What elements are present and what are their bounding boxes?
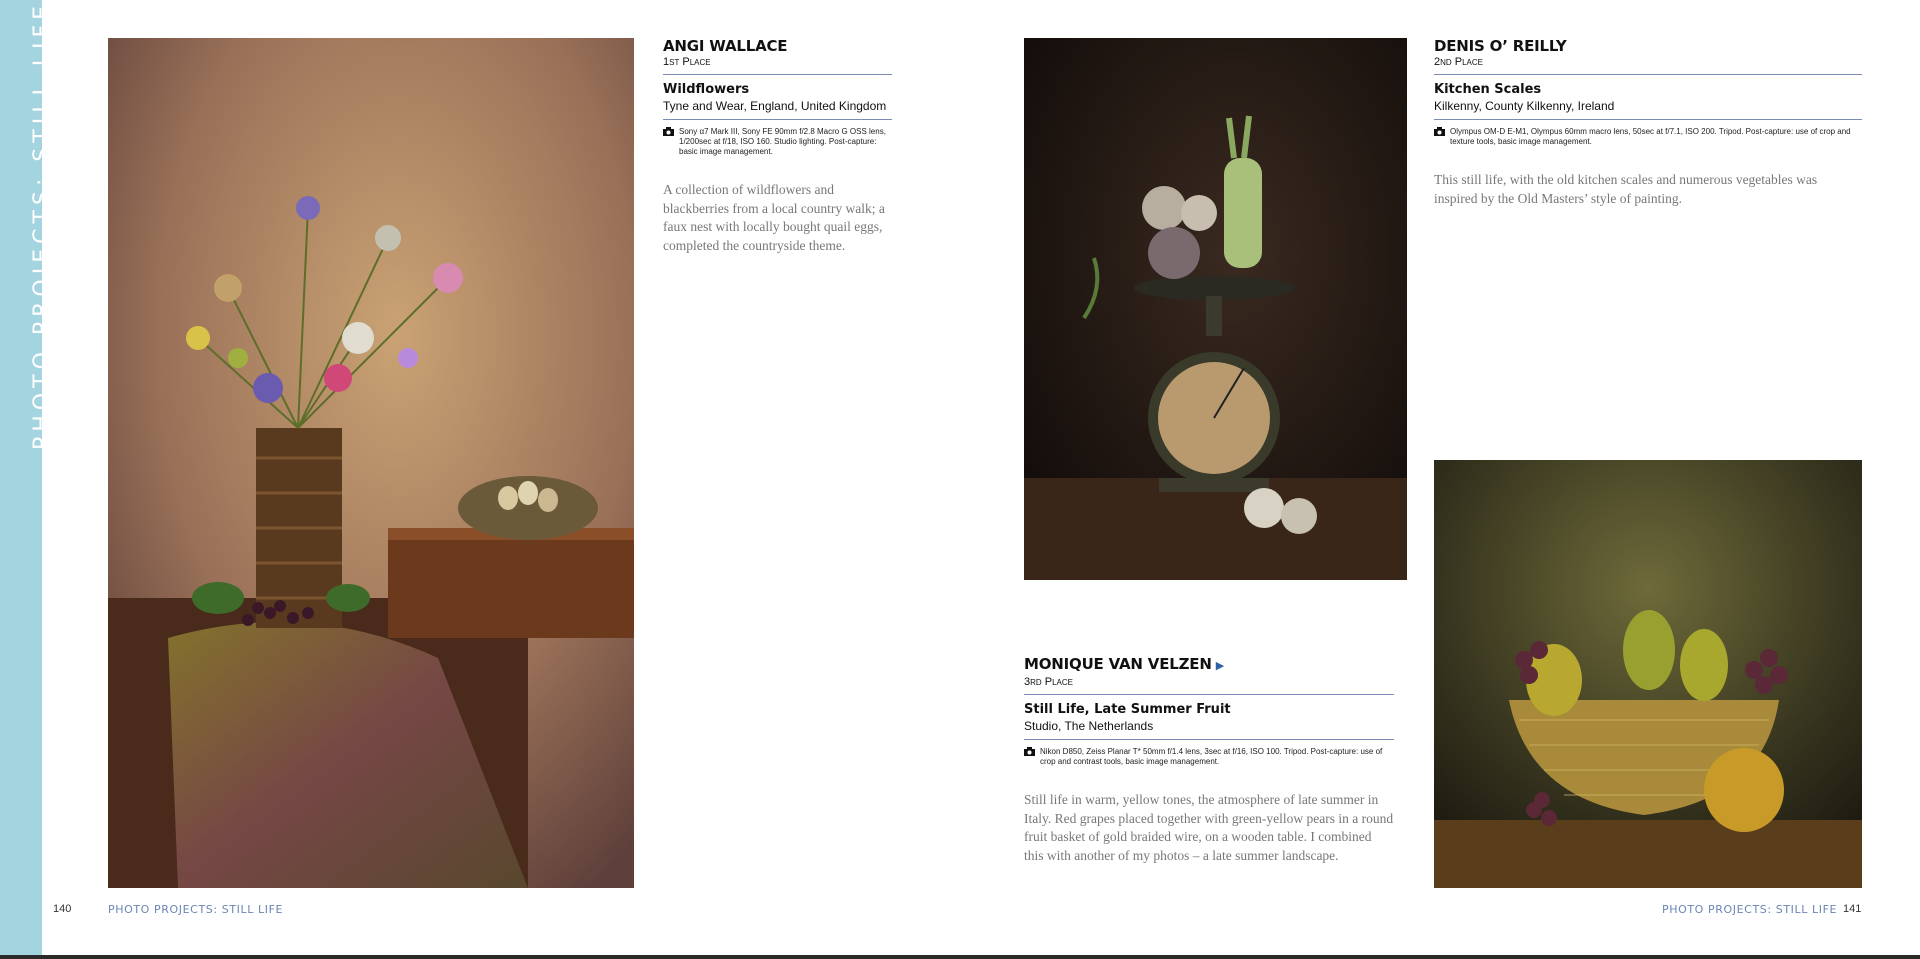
award-place: 3rd Place — [1024, 676, 1073, 688]
photo-description: A collection of wildflowers and blackberries from a local country walk; a faux nest with locally bought quail eggs, completed the countryside theme. — [663, 182, 885, 253]
right-page-number: 141 — [1843, 903, 1862, 915]
photographer-name: DENIS O’ REILLY — [1434, 37, 1567, 55]
left-running-head: PHOTO PROJECTS: STILL LIFE — [108, 903, 284, 916]
entry-angi-wallace — [663, 37, 892, 255]
wildflowers-photo — [108, 38, 634, 888]
divider — [1434, 119, 1862, 120]
award-place: 2nd Place — [1434, 56, 1483, 68]
photo-description: This still life, with the old kitchen scales and numerous vegetables was inspired by the Old Masters’ style of painting. — [1434, 172, 1818, 206]
photographer-name: ANGI WALLACE — [663, 37, 788, 55]
photo-description: Still life in warm, yellow tones, the atmosphere of late summer in Italy. Red grapes placed together with green-yellow pears in a round fruit basket of gold braided wire, on a wooden table. I combined this with another of my photos – a late summer landscape. — [1024, 792, 1394, 863]
photo-title: Still Life, Late Summer Fruit — [1024, 702, 1231, 717]
photo-title: Kitchen Scales — [1434, 82, 1542, 97]
photo-title: Wildflowers — [663, 82, 750, 97]
side-tab-label: PHOTO PROJECTS: STILL LIFE — [30, 1, 55, 450]
camera-icon — [1434, 127, 1445, 136]
technical-text: Sony α7 Mark III, Sony FE 90mm f/2.8 Macro G OSS lens, 1/200sec at f/18, ISO 160. Studio lighting. Post-capture: basic image management. — [679, 127, 886, 156]
photo-location: Tyne and Wear, England, United Kingdom — [663, 99, 887, 113]
camera-icon — [663, 127, 674, 136]
divider — [1024, 694, 1394, 695]
divider — [1024, 739, 1394, 740]
divider — [1434, 74, 1862, 75]
side-tab — [0, 0, 55, 955]
photo-location: Studio, The Netherlands — [1024, 719, 1154, 733]
right-running-head: PHOTO PROJECTS: STILL LIFE — [1662, 903, 1838, 916]
technical-text: Olympus OM-D E-M1, Olympus 60mm macro lens, 50sec at f/7.1, ISO 200. Tripod. Post-capture: use of crop and texture tools, basic image management. — [1450, 127, 1851, 146]
late-summer-fruit-photo — [1434, 460, 1862, 888]
entry-monique-van-velzen — [1024, 655, 1394, 865]
photographer-name-text: MONIQUE VAN VELZEN — [1024, 655, 1212, 673]
photo-location: Kilkenny, County Kilkenny, Ireland — [1434, 99, 1615, 113]
award-place: 1st Place — [663, 56, 711, 68]
right-triangle-icon: ▶ — [1215, 659, 1224, 672]
technical-details — [1434, 127, 1862, 147]
technical-details — [663, 127, 892, 157]
photographer-name — [1024, 655, 1394, 675]
entry-denis-oreilly — [1434, 37, 1862, 208]
kitchen-scales-photo — [1024, 38, 1407, 580]
divider — [663, 74, 892, 75]
divider — [663, 119, 892, 120]
technical-details — [1024, 747, 1394, 767]
camera-icon — [1024, 747, 1035, 756]
technical-text: Nikon D850, Zeiss Planar T* 50mm f/1.4 lens, 3sec at f/16, ISO 100. Tripod. Post-capture: use of crop and contrast tools, basic image management. — [1040, 747, 1383, 766]
left-page-number: 140 — [53, 903, 72, 915]
